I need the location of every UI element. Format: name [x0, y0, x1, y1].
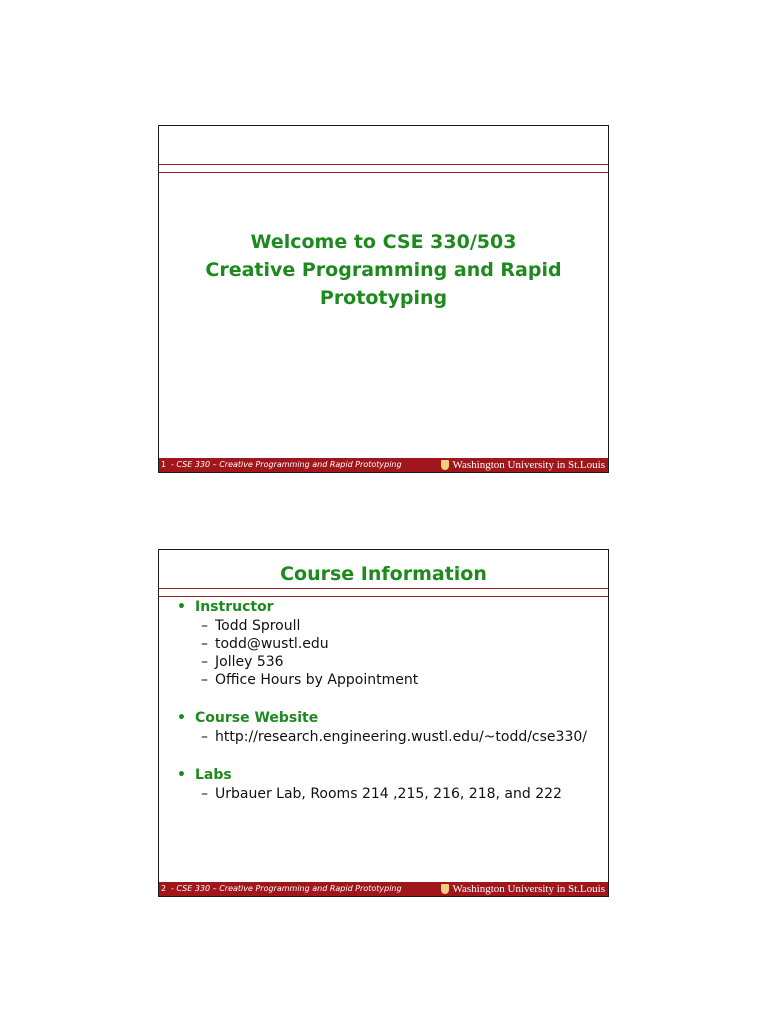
dash-icon: –: [201, 654, 208, 670]
slide-1-title: [159, 228, 608, 312]
sub-item: [177, 653, 418, 671]
university-logo: [441, 459, 605, 471]
bullet-heading: [177, 598, 418, 617]
footer-text: - CSE 330 – Creative Programming and Rapid Prototyping: [171, 460, 402, 469]
sub-item-text: Urbauer Lab, Rooms 214 ,215, 216, 218, and 222: [215, 786, 562, 802]
section-instructor: [177, 598, 418, 689]
university-shield-icon: [441, 884, 449, 894]
sub-item: [177, 635, 418, 653]
bullet-heading: [177, 766, 562, 785]
sub-item-text: http://research.engineering.wustl.edu/~todd/cse330/: [215, 729, 587, 745]
section-labs: [177, 766, 562, 803]
dash-icon: –: [201, 729, 208, 745]
dash-icon: –: [201, 618, 208, 634]
title-line-1: Welcome to CSE 330/503: [250, 231, 517, 253]
slide-1: [158, 125, 609, 473]
bullet-icon: •: [177, 767, 186, 783]
bullet-heading: [177, 709, 587, 728]
university-shield-icon: [441, 460, 449, 470]
sub-item: [177, 785, 562, 803]
university-logo-text: Washington University in St.Louis: [452, 883, 605, 895]
university-logo-text: Washington University in St.Louis: [452, 459, 605, 471]
title-line-2: Creative Programming and Rapid: [205, 259, 562, 281]
dash-icon: –: [201, 786, 208, 802]
dash-icon: –: [201, 636, 208, 652]
footer-bar: [159, 458, 608, 472]
sub-item: [177, 728, 587, 746]
header-rule-bottom: [159, 172, 608, 173]
dash-icon: –: [201, 672, 208, 688]
bullet-heading-text: Labs: [195, 767, 232, 783]
title-line-3: Prototyping: [319, 287, 448, 309]
slide-number: 2: [161, 884, 167, 893]
bullet-heading-text: Course Website: [195, 710, 319, 726]
slide-2: [158, 549, 609, 897]
sub-item: [177, 617, 418, 635]
header-rule-bottom: [159, 596, 608, 597]
sub-item-text: Todd Sproull: [215, 618, 301, 634]
slide-2-title: Course Information: [280, 563, 487, 585]
bullet-icon: •: [177, 599, 186, 615]
sub-item-text: Office Hours by Appointment: [215, 672, 419, 688]
section-course-website: [177, 709, 587, 746]
footer-bar: [159, 882, 608, 896]
bullet-icon: •: [177, 710, 186, 726]
bullet-heading-text: Instructor: [195, 599, 274, 615]
footer-text: - CSE 330 – Creative Programming and Rapid Prototyping: [171, 884, 402, 893]
university-logo: [441, 883, 605, 895]
header-rule-top: [159, 588, 608, 589]
slide-number: 1: [161, 460, 167, 469]
header-rule-top: [159, 164, 608, 165]
sub-item-text: Jolley 536: [215, 654, 284, 670]
sub-item: [177, 671, 418, 689]
sub-item-text: todd@wustl.edu: [215, 636, 329, 652]
